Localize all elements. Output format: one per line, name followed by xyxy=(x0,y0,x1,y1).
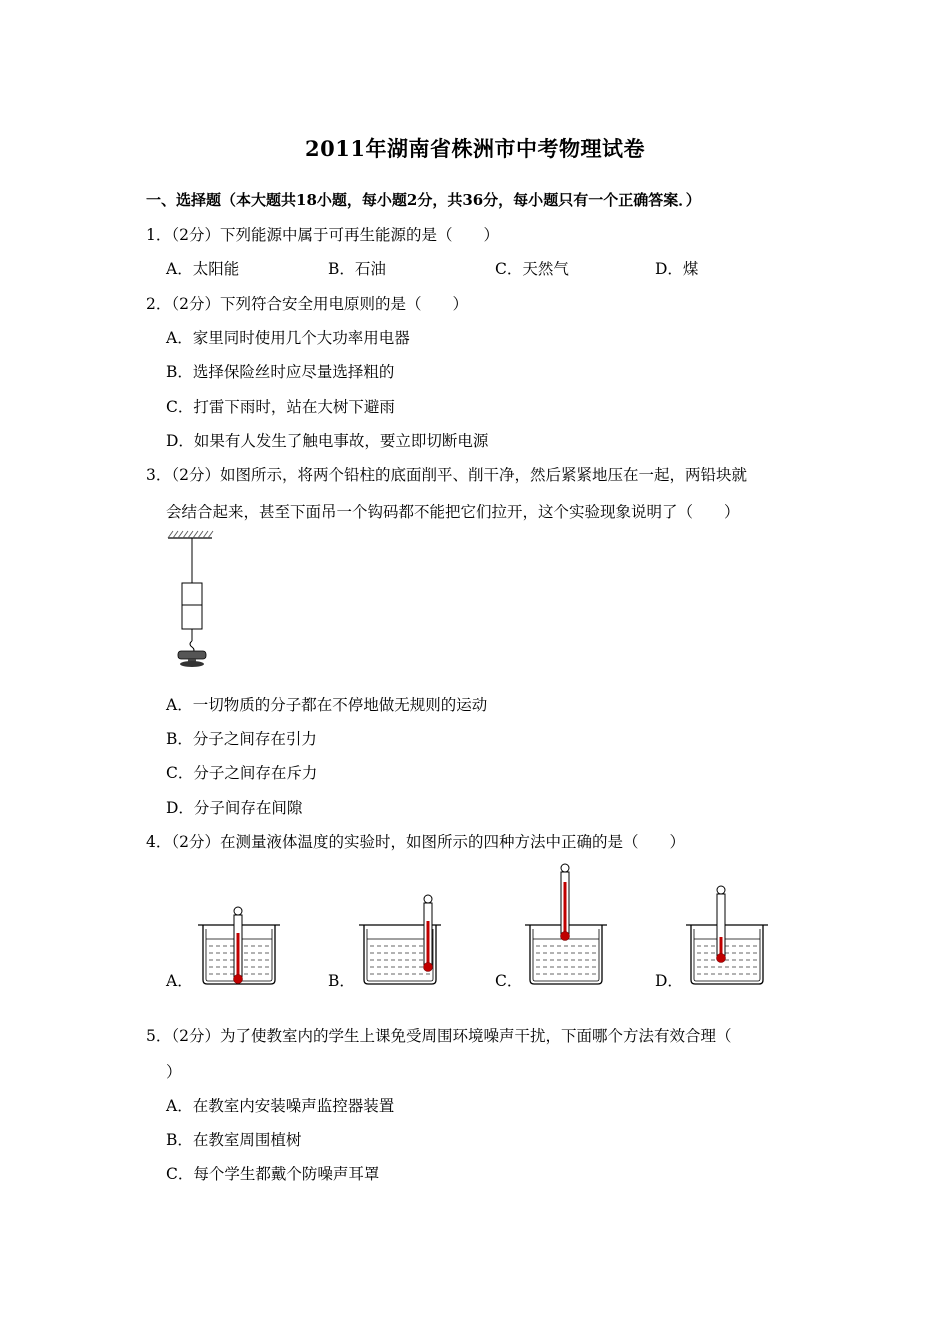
page-title: 2011年湖南省株洲市中考物理试卷 xyxy=(305,136,645,161)
question-4-stem: 4．（2分）在测量液体温度的实验时，如图所示的四种方法中正确的是（ ） xyxy=(146,833,685,851)
q5-option-c: C．每个学生都戴个防噪声耳罩 xyxy=(166,1165,380,1183)
q2-option-a: A．家里同时使用几个大功率用电器 xyxy=(166,329,410,347)
beaker-b-figure xyxy=(357,893,443,987)
q1-option-d: D．煤 xyxy=(655,260,699,278)
beaker-d-figure xyxy=(684,883,770,987)
q2-option-d: D．如果有人发生了触电事故，要立即切断电源 xyxy=(166,432,489,450)
q2-option-c: C．打雷下雨时，站在大树下避雨 xyxy=(166,398,395,416)
beaker-a-figure xyxy=(196,905,282,987)
q4-label-b: B． xyxy=(328,972,355,990)
question-5-stem-line2: ） xyxy=(166,1063,182,1081)
question-1-stem: 1．（2分）下列能源中属于可再生能源的是（ ） xyxy=(146,226,499,244)
question-2-stem: 2．（2分）下列符合安全用电原则的是（ ） xyxy=(146,295,468,313)
lead-cylinders-figure xyxy=(160,528,220,670)
beaker-c-figure xyxy=(523,860,609,987)
q1-option-b: B．石油 xyxy=(328,260,386,278)
q3-option-b: B．分子之间存在引力 xyxy=(166,730,317,748)
q3-option-d: D．分子间存在间隙 xyxy=(166,799,303,817)
q1-option-a: A．太阳能 xyxy=(166,260,240,278)
q3-option-c: C．分子之间存在斥力 xyxy=(166,764,318,782)
q3-option-a: A．一切物质的分子都在不停地做无规则的运动 xyxy=(166,696,488,714)
q4-label-c: C． xyxy=(495,972,523,990)
question-5-stem-line1: 5．（2分）为了使教室内的学生上课免受周围环境噪声干扰，下面哪个方法有效合理（ xyxy=(146,1027,732,1045)
q1-option-c: C．天然气 xyxy=(495,260,569,278)
section-heading: 一、选择题（本大题共18小题，每小题2分，共36分，每小题只有一个正确答案．） xyxy=(146,191,701,209)
q2-option-b: B．选择保险丝时应尽量选择粗的 xyxy=(166,363,395,381)
question-3-stem-line1: 3．（2分）如图所示，将两个铅柱的底面削平、削干净，然后紧紧地压在一起，两铅块就 xyxy=(146,466,747,484)
question-3-stem-line2: 会结合起来，甚至下面吊一个钩码都不能把它们拉开，这个实验现象说明了（ ） xyxy=(166,503,740,521)
q4-label-d: D． xyxy=(655,972,683,990)
q5-option-a: A．在教室内安装噪声监控器装置 xyxy=(166,1097,395,1115)
q5-option-b: B．在教室周围植树 xyxy=(166,1131,302,1149)
q4-label-a: A． xyxy=(166,972,193,990)
